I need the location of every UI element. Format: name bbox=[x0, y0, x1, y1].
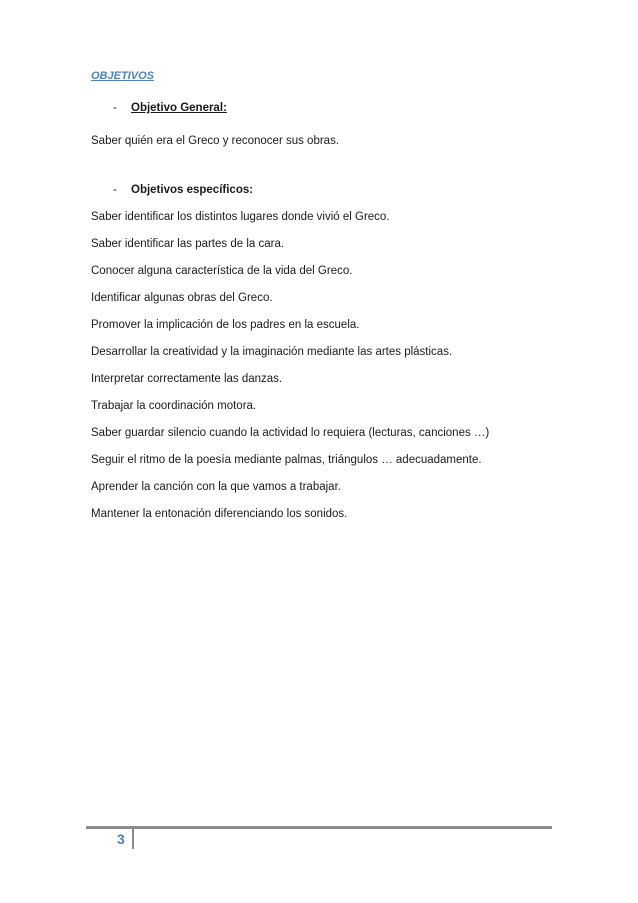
objective-item: Seguir el ritmo de la poesía mediante palmas, triángulos … adecuadamente. bbox=[91, 454, 482, 466]
objective-item: Interpretar correctamente las danzas. bbox=[91, 373, 283, 385]
section-heading: OBJETIVOS bbox=[91, 70, 154, 82]
general-objective-text: Saber quién era el Greco y reconocer sus obras. bbox=[91, 135, 340, 147]
page-number: 3 bbox=[117, 831, 125, 847]
objective-item: Promover la implicación de los padres en la escuela. bbox=[91, 319, 360, 331]
specific-objectives-heading bbox=[113, 184, 253, 196]
bullet-dash: - bbox=[113, 184, 117, 196]
objective-item: Aprender la canción con la que vamos a trabajar. bbox=[91, 481, 341, 493]
general-objective-heading bbox=[113, 102, 227, 114]
footer-rule bbox=[86, 826, 552, 829]
specific-objectives-label: Objetivos específicos: bbox=[131, 184, 254, 196]
general-objective-label: Objetivo General: bbox=[131, 102, 227, 114]
objective-item: Saber guardar silencio cuando la actividad lo requiera (lecturas, canciones …) bbox=[91, 427, 490, 439]
objective-item: Saber identificar las partes de la cara. bbox=[91, 238, 285, 250]
objective-item: Trabajar la coordinación motora. bbox=[91, 400, 257, 412]
objective-item: Saber identificar los distintos lugares donde vivió el Greco. bbox=[91, 211, 390, 223]
objective-item: Identificar algunas obras del Greco. bbox=[91, 292, 273, 304]
bullet-dash: - bbox=[113, 102, 117, 114]
objective-item: Desarrollar la creatividad y la imaginación mediante las artes plásticas. bbox=[91, 346, 453, 358]
objective-item: Mantener la entonación diferenciando los sonidos. bbox=[91, 508, 348, 520]
footer-divider bbox=[132, 826, 134, 849]
objective-item: Conocer alguna característica de la vida del Greco. bbox=[91, 265, 353, 277]
